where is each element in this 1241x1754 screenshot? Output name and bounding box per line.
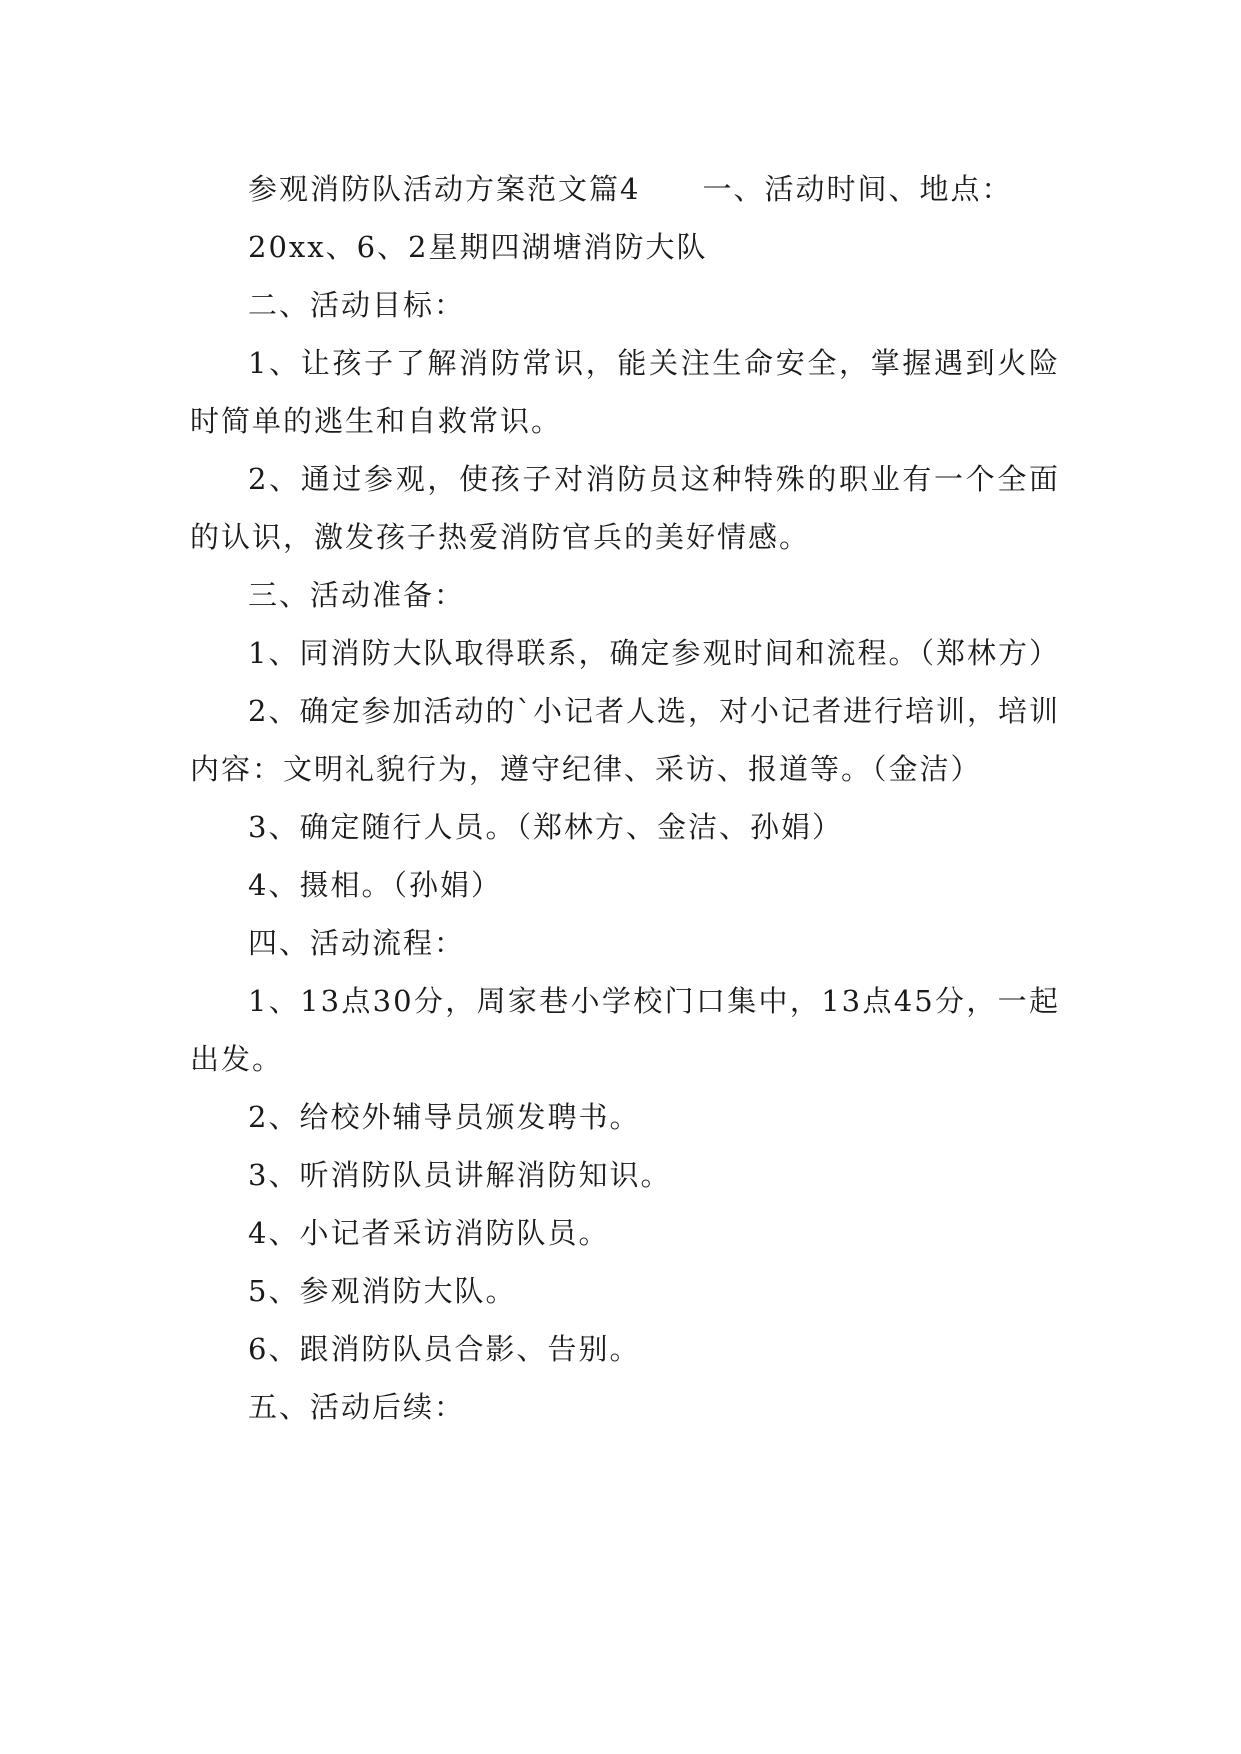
list-item: 3、听消防队员讲解消防知识。 <box>248 1158 672 1192</box>
list-item: 2、通过参观，使孩子对消防员这种特殊的职业有一个全面的认识，激发孩子热爱消防官兵的美好情感。 <box>190 462 1060 554</box>
list-item: 1、让孩子了解消防常识，能关注生命安全，掌握遇到火险时简单的逃生和自救常识。 <box>190 346 1060 438</box>
list-item: 4、摄相。（孙娟） <box>248 868 502 902</box>
section-heading-followup: 五、活动后续： <box>248 1390 466 1424</box>
section-heading-preparation: 三、活动准备： <box>248 578 466 612</box>
paragraph-time-place: 20xx、6、2星期四湖塘消防大队 <box>248 230 708 264</box>
list-item: 5、参观消防大队。 <box>248 1274 517 1308</box>
list-item: 4、小记者采访消防队员。 <box>248 1216 610 1250</box>
list-item: 6、跟消防队员合影、告别。 <box>248 1332 641 1366</box>
list-item: 1、同消防大队取得联系，确定参观时间和流程。（郑林方） <box>248 636 1060 670</box>
section-heading-goals: 二、活动目标： <box>248 288 466 322</box>
paragraph-title-line: 参观消防队活动方案范文篇4 一、活动时间、地点： <box>248 172 1013 206</box>
list-item: 1、13点30分，周家巷小学校门口集中，13点45分，一起出发。 <box>190 984 1060 1076</box>
section-heading-process: 四、活动流程： <box>248 926 466 960</box>
list-item: 2、给校外辅导员颁发聘书。 <box>248 1100 641 1134</box>
document-body <box>190 160 1060 1436</box>
list-item: 2、确定参加活动的`小记者人选，对小记者进行培训，培训内容：文明礼貌行为，遵守纪律、采访、报道等。（金洁） <box>190 694 1060 786</box>
list-item: 3、确定随行人员。（郑林方、金洁、孙娟） <box>248 810 843 844</box>
